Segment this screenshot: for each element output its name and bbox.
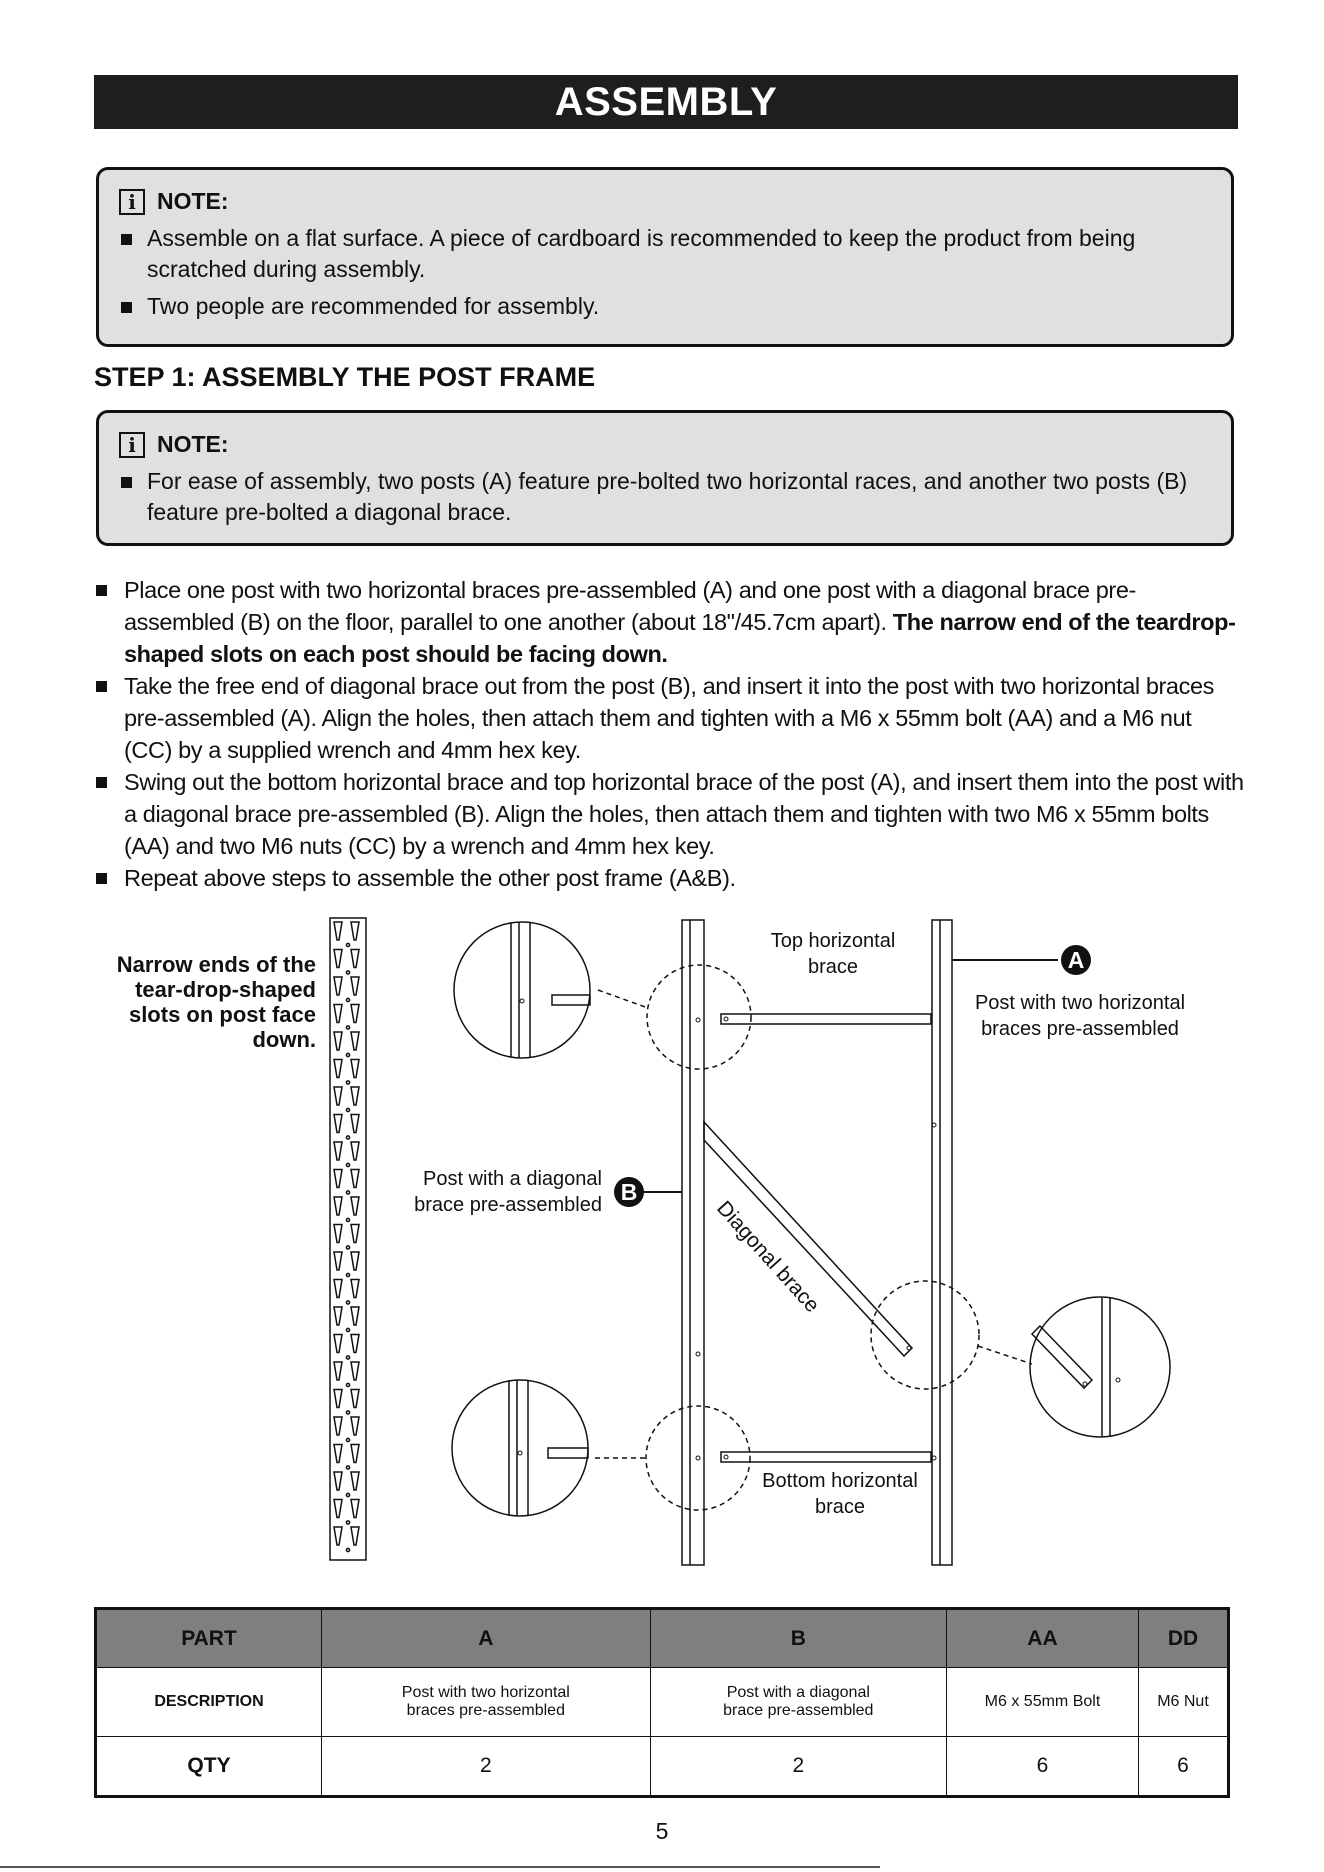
post-hole	[346, 1383, 349, 1386]
post-hole	[346, 1493, 349, 1496]
note-heading: NOTE:	[157, 431, 229, 457]
teardrop-slot	[351, 1060, 359, 1078]
post-hole	[346, 1438, 349, 1441]
post-hole	[346, 1273, 349, 1276]
teardrop-slot	[351, 1170, 359, 1188]
teardrop-slot	[334, 1197, 342, 1215]
bottom-horizontal-brace	[721, 1452, 931, 1462]
teardrop-slot	[351, 1142, 359, 1160]
post-hole	[346, 1466, 349, 1469]
teardrop-slot	[334, 1142, 342, 1160]
teardrop-slot	[334, 1087, 342, 1105]
teardrop-slot	[351, 1252, 359, 1270]
post-hole	[346, 1521, 349, 1524]
row-header: DESCRIPTION	[96, 1668, 322, 1737]
teardrop-slot	[334, 977, 342, 995]
teardrop-slot	[351, 1005, 359, 1023]
slot-orientation-label: Narrow ends of the tear-drop-shaped slots on post face down.	[116, 952, 316, 1052]
post-hole	[346, 1191, 349, 1194]
callout-b: B	[614, 1177, 644, 1207]
teardrop-slot	[351, 1225, 359, 1243]
post-hole	[346, 1136, 349, 1139]
top-brace-label: Top horizontal brace	[770, 930, 896, 978]
teardrop-slot	[334, 1005, 342, 1023]
teardrop-slot	[351, 1307, 359, 1325]
step-title: STEP 1: ASSEMBLY THE POST FRAME	[94, 362, 596, 392]
post-hole	[346, 1301, 349, 1304]
info-icon: i	[119, 189, 145, 215]
instruction-item: Take the free end of diagonal brace out from the post (B), and insert it into the post with two horizontal braces pre-assembled (A). Align the holes, then attach them and tighten with a M6 x 55mm bolt (AA) and a M6 nut (CC) by a supplied wrench and 4mm hex key.	[94, 670, 1244, 766]
note-item: For ease of assembly, two posts (A) feature pre-bolted two horizontal races, and another two posts (B) feature pre-bolted a diagonal brace.	[119, 466, 1211, 528]
divider	[0, 1866, 880, 1868]
note-item: Two people are recommended for assembly.	[119, 291, 1211, 322]
detail-magnifier-top	[454, 922, 590, 1058]
teardrop-slot	[334, 1225, 342, 1243]
teardrop-slot	[334, 1472, 342, 1490]
post-hole	[346, 1411, 349, 1414]
info-icon: i	[119, 432, 145, 458]
teardrop-slot	[351, 922, 359, 940]
post-hole	[346, 971, 349, 974]
table-cell: M6 x 55mm Bolt	[946, 1668, 1138, 1737]
teardrop-slot	[351, 1087, 359, 1105]
post-hole	[346, 1328, 349, 1331]
table-cell: Post with a diagonal brace pre-assembled	[650, 1668, 946, 1737]
post-a-label: Post with two horizontal braces pre-assembled	[974, 992, 1186, 1040]
diagonal-brace-label: Diagonal brace	[712, 1196, 824, 1318]
post-hole	[346, 998, 349, 1001]
teardrop-slot	[334, 1335, 342, 1353]
post-hole	[346, 1081, 349, 1084]
teardrop-slot	[351, 1500, 359, 1518]
callout-a: A	[1061, 945, 1091, 975]
teardrop-slot	[351, 1417, 359, 1435]
post-hole	[346, 1163, 349, 1166]
table-cell: M6 Nut	[1138, 1668, 1228, 1737]
teardrop-slot	[351, 1362, 359, 1380]
teardrop-slot	[334, 1362, 342, 1380]
teardrop-slot	[351, 1115, 359, 1133]
note-heading: NOTE:	[157, 188, 229, 214]
post-hole	[346, 943, 349, 946]
teardrop-slot	[334, 1115, 342, 1133]
instruction-item: Repeat above steps to assemble the other post frame (A&B).	[94, 862, 1244, 894]
teardrop-slot	[351, 1527, 359, 1545]
teardrop-slot	[351, 1472, 359, 1490]
post-b	[682, 920, 704, 1565]
table-cell: Post with two horizontal braces pre-assembled	[322, 1668, 651, 1737]
top-horizontal-brace	[721, 1014, 931, 1024]
post-hole	[346, 1548, 349, 1551]
teardrop-slot	[351, 977, 359, 995]
teardrop-slot	[334, 1445, 342, 1463]
teardrop-slot	[351, 1335, 359, 1353]
page-number: 5	[655, 1818, 669, 1844]
teardrop-slot	[334, 1032, 342, 1050]
table-cell: 6	[1138, 1737, 1228, 1797]
table-cell: 2	[322, 1737, 651, 1797]
detail-indicators	[595, 965, 1032, 1510]
teardrop-slot	[334, 1060, 342, 1078]
teardrop-slot	[334, 1170, 342, 1188]
table-cell: A	[322, 1609, 651, 1668]
post-hole	[346, 1108, 349, 1111]
instruction-item: Swing out the bottom horizontal brace and top horizontal brace of the post (A), and insert them into the post with a diagonal brace pre-assembled (B). Align the holes, then attach them and tighten with two M6 x 55mm bolts (AA) and two M6 nuts (CC) by a wrench and 4mm hex key.	[94, 766, 1244, 862]
table-cell: 2	[650, 1737, 946, 1797]
teardrop-slot	[334, 950, 342, 968]
bottom-brace-label: Bottom horizontal brace	[762, 1470, 918, 1518]
post-hole	[346, 1053, 349, 1056]
row-header: QTY	[96, 1737, 322, 1797]
teardrop-slot	[334, 1527, 342, 1545]
teardrop-slot	[351, 950, 359, 968]
post-a	[932, 920, 952, 1565]
teardrop-slot	[334, 922, 342, 940]
table-cell: AA	[946, 1609, 1138, 1668]
teardrop-slot	[351, 1445, 359, 1463]
teardrop-slot	[334, 1417, 342, 1435]
note-item: Assemble on a flat surface. A piece of cardboard is recommended to keep the product from being scratched during assembly.	[119, 223, 1211, 285]
table-row	[96, 1668, 1229, 1737]
teardrop-slot	[351, 1197, 359, 1215]
page-title: ASSEMBLY	[94, 75, 1238, 129]
teardrop-slot	[334, 1500, 342, 1518]
post-hole	[346, 1218, 349, 1221]
teardrop-slots	[334, 922, 359, 1552]
detail-magnifier-diagonal	[1030, 1297, 1170, 1437]
post-hole	[346, 1246, 349, 1249]
teardrop-slot	[334, 1280, 342, 1298]
instruction-item: Place one post with two horizontal braces pre-assembled (A) and one post with a diagonal brace pre-assembled (B) on the floor, parallel to one another (about 18"/45.7cm apart). The narrow end of the teardrop-shaped slots on each post should be facing down.	[94, 574, 1244, 670]
post-b-label: Post with a diagonal brace pre-assembled	[414, 1168, 602, 1216]
post-hole	[346, 1026, 349, 1029]
table-row	[96, 1609, 1229, 1668]
post-hole	[346, 1356, 349, 1359]
table-cell: 6	[946, 1737, 1138, 1797]
parts-table	[94, 1607, 1230, 1798]
table-cell: B	[650, 1609, 946, 1668]
teardrop-slot	[334, 1307, 342, 1325]
row-header: PART	[96, 1609, 322, 1668]
teardrop-slot	[334, 1252, 342, 1270]
table-cell: DD	[1138, 1609, 1228, 1668]
table-row	[96, 1737, 1229, 1797]
detail-magnifier-bottom	[452, 1380, 588, 1516]
teardrop-slot	[351, 1390, 359, 1408]
teardrop-slot	[351, 1280, 359, 1298]
teardrop-slot	[334, 1390, 342, 1408]
teardrop-slot	[351, 1032, 359, 1050]
